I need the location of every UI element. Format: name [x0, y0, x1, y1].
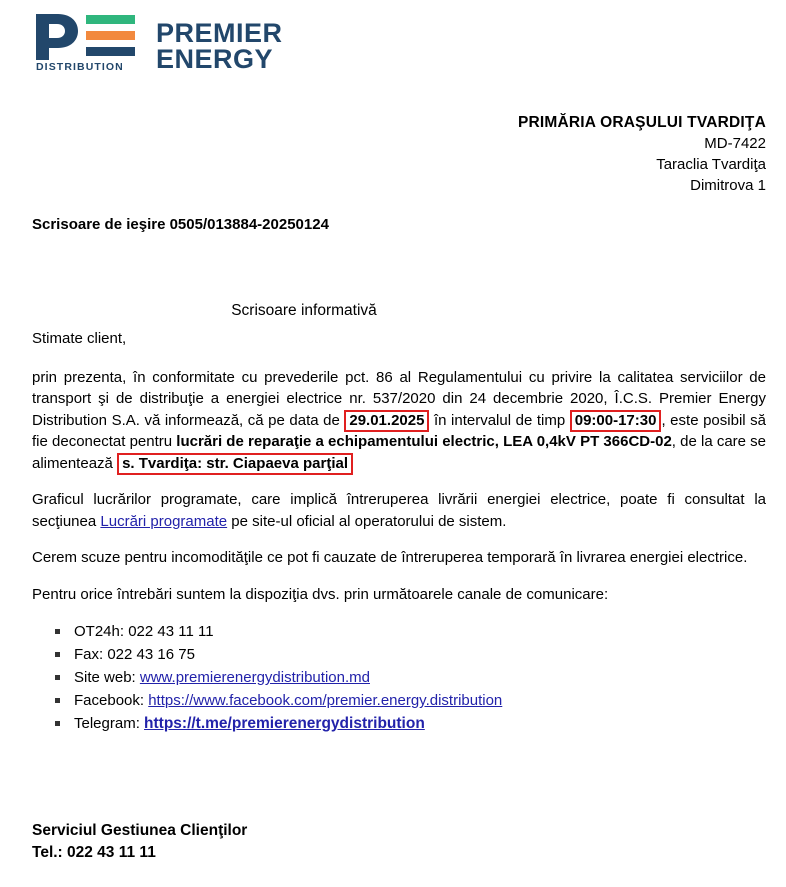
- facebook-link[interactable]: https://www.facebook.com/premier.energy.distribution: [148, 692, 503, 709]
- addressee-organization: PRIMĂRIA ORAŞULUI TVARDIŢA: [517, 114, 766, 131]
- signature-phone: Tel.: 022 43 11 11: [32, 844, 156, 861]
- main-paragraph-part3: , este posibil să fie deconectat pentru: [32, 411, 766, 450]
- premier-energy-logo-icon: [32, 12, 147, 74]
- scheduled-works-link[interactable]: Lucrări programate: [100, 512, 228, 530]
- document-title: Scrisoare informativă: [231, 302, 377, 319]
- channel-label: OT24h: 022 43 11 11: [74, 623, 214, 640]
- logo-wordmark-line1: PREMIER: [156, 18, 283, 48]
- apology-paragraph: Cerem scuze pentru incomodităţile ce pot fi cauzate de întreruperea temporară în livrarea energiei electrice.: [32, 549, 748, 566]
- channel-label: Site web:: [74, 669, 140, 686]
- schedule-paragraph-part2: pe site-ul oficial al operatorului de sistem.: [227, 512, 507, 530]
- schedule-paragraph: [32, 489, 766, 532]
- letter-body: [32, 328, 766, 735]
- list-item: [74, 666, 766, 689]
- addressee-block: [518, 112, 766, 196]
- list-item: [74, 620, 766, 643]
- list-item: [74, 689, 766, 712]
- communication-channels-list: [32, 620, 766, 735]
- addressee-street: Dimitrova 1: [690, 177, 766, 194]
- brand-logo: [32, 12, 332, 82]
- signature-department: Serviciul Gestiunea Clienţilor: [32, 822, 248, 839]
- addressee-locality: Taraclia Tvardiţa: [656, 156, 766, 173]
- channel-label: Fax: 022 43 16 75: [74, 646, 195, 663]
- outage-time-highlight: 09:00-17:30: [570, 410, 662, 432]
- website-link[interactable]: www.premierenergydistribution.md: [139, 669, 370, 686]
- outage-date-highlight: 29.01.2025: [344, 410, 429, 432]
- telegram-link[interactable]: https://t.me/premierenergydistribution: [144, 715, 425, 732]
- main-paragraph: [32, 367, 766, 475]
- signature-block: [32, 820, 247, 864]
- affected-location-highlight: s. Tvardiţa: str. Ciapaeva parţial: [117, 453, 353, 475]
- list-item: [74, 712, 766, 735]
- main-paragraph-part1: prin prezenta, în conformitate cu prevederile pct. 86 al Regulamentului cu privire la calitatea serviciilor de transport şi de distribuţie a energiei electrice nr. 537/2020 din 24 decembrie 2020, Î.C.S. Premier Energy Distribution S.A. vă informează, că pe data de: [32, 368, 766, 429]
- main-paragraph-part2: în intervalul de timp: [429, 411, 570, 429]
- schedule-paragraph-part1: Graficul lucrărilor programate, care implică întreruperea livrării energiei electrice, poate fi consultat la secţiunea: [32, 491, 766, 530]
- channels-intro: Pentru orice întrebări suntem la dispoziţia dvs. prin următoarele canale de comunicare:: [32, 585, 609, 603]
- outgoing-letter-reference: Scrisoare de ieşire 0505/013884-20250124: [32, 216, 329, 233]
- list-item: [74, 643, 766, 666]
- logo-wordmark-line2: ENERGY: [156, 44, 274, 74]
- svg-text:DISTRIBUTION: DISTRIBUTION: [36, 61, 124, 73]
- logo-wordmark: [156, 20, 283, 72]
- salutation: Stimate client,: [32, 330, 127, 347]
- channel-label: Telegram:: [74, 715, 145, 732]
- channel-label: Facebook:: [74, 692, 149, 709]
- main-paragraph-part4: , de la care se alimentează: [32, 433, 767, 472]
- works-description: lucrări de reparaţie a echipamentului electric, LEA 0,4kV PT 366CD-02: [176, 433, 672, 450]
- addressee-postal-code: MD-7422: [704, 135, 766, 152]
